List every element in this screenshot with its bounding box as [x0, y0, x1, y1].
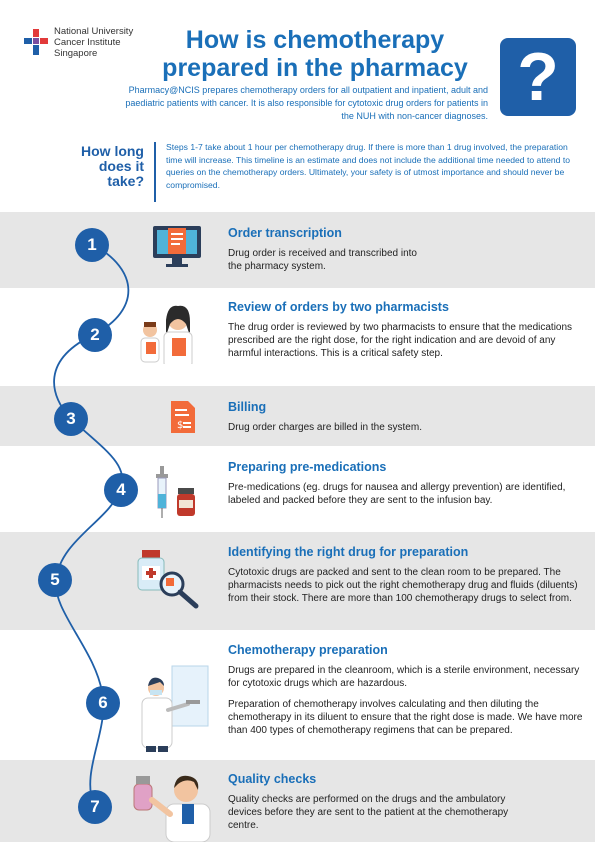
step-number-5: 5 — [38, 563, 72, 597]
logo-line-1: National University — [54, 26, 134, 37]
title-line-1: How is chemotherapy — [185, 26, 445, 54]
step-number-7: 7 — [78, 790, 112, 824]
step-4-title: Preparing pre-medications — [228, 460, 387, 474]
pharmacists-icon — [136, 302, 206, 374]
step-7-desc: Quality checks are performed on the drugs and the ambulatory devices before they are sent to the patient at the chemotherapy centre. — [228, 794, 509, 831]
logo-text — [54, 26, 133, 59]
medicine-magnifier-icon — [136, 548, 202, 610]
step-number-4: 4 — [104, 473, 138, 507]
step-number-2: 2 — [78, 318, 112, 352]
step-2-title: Review of orders by two pharmacists — [228, 300, 449, 314]
bill-document-icon — [170, 400, 196, 434]
step-7 — [228, 772, 588, 832]
svg-text:$: $ — [177, 420, 184, 431]
logo-line-3: Singapore — [54, 48, 98, 59]
step-1-desc: Drug order is received and transcribed into the pharmacy system. — [228, 248, 417, 272]
step-6-desc: Drugs are prepared in the cleanroom, which is a sterile environment, necessary for cytotoxic drugs which are hazardous. — [228, 665, 580, 689]
how-long-line-1: How long — [81, 143, 144, 159]
step-1-title: Order transcription — [228, 226, 342, 240]
step-3 — [228, 400, 588, 434]
question-mark-icon: ? — [500, 38, 576, 116]
how-long-line-2: does it — [98, 158, 144, 174]
step-number-3: 3 — [54, 402, 88, 436]
step-4-desc: Pre-medications (eg. drugs for nausea and allergy prevention) are identified, labeled and packed before they are sent to the infusion bay. — [228, 482, 566, 506]
logo-line-2: Cancer Institute — [54, 37, 121, 48]
how-long-line-3: take? — [107, 173, 144, 189]
syringe-vial-icon — [150, 464, 200, 520]
step-1 — [228, 226, 588, 273]
step-5-desc: Cytotoxic drugs are packed and sent to the clean room to be prepared. The pharmacists needs to pick out the right chemotherapy drug and fluids (diluents) from their stock. There are more than 100 chemotherapy drugs to select from. — [228, 567, 578, 604]
how-long-text: Steps 1-7 take about 1 hour per chemotherapy drug. If there is more than 1 drug involved, the preparation time will increase. This timeline is an estimate and does not include the additional time needed to attend to queries on the chemotherapy orders. Ultimately, your safety is of utmost importance and should never be compromised. — [166, 142, 570, 190]
how-long-heading — [66, 144, 144, 189]
step-number-6: 6 — [86, 686, 120, 720]
pharmacist-cleanroom-icon — [132, 664, 214, 754]
intro-text: Pharmacy@NCIS prepares chemotherapy orders for all outpatient and inpatient, adult and paediatric patients with cancer. It is also responsible for cytotoxic drug orders for patients in the NUH with non-cancer diagnoses. — [125, 85, 488, 121]
step-2-desc: The drug order is reviewed by two pharmacists to ensure that the medications prescribed are the right dose, for the right indication and are devoid of any harmful interactions. This is a critical safety step. — [228, 322, 573, 359]
step-6-desc-2: Preparation of chemotherapy involves calculating and then diluting the chemotherapy in its diluent to ensure that the right dose is made. We have more than 400 types of chemotherapy regimens that can be prepared. — [228, 699, 583, 736]
page-title — [150, 26, 480, 82]
ncis-logo — [24, 26, 154, 66]
step-6 — [228, 643, 588, 737]
step-number-1: 1 — [75, 228, 109, 262]
computer-monitor-icon — [152, 224, 202, 268]
title-line-2: prepared in the pharmacy — [162, 54, 468, 82]
step-7-title: Quality checks — [228, 772, 317, 786]
step-3-desc: Drug order charges are billed in the system. — [228, 422, 422, 433]
step-5 — [228, 545, 588, 605]
pharmacist-quality-check-icon — [126, 770, 218, 842]
ncis-logo-icon — [24, 29, 48, 55]
step-5-title: Identifying the right drug for preparation — [228, 545, 469, 559]
how-long-divider — [154, 142, 156, 202]
step-2 — [228, 300, 588, 360]
step-4 — [228, 460, 588, 507]
step-3-title: Billing — [228, 400, 267, 414]
step-6-title: Chemotherapy preparation — [228, 643, 388, 657]
